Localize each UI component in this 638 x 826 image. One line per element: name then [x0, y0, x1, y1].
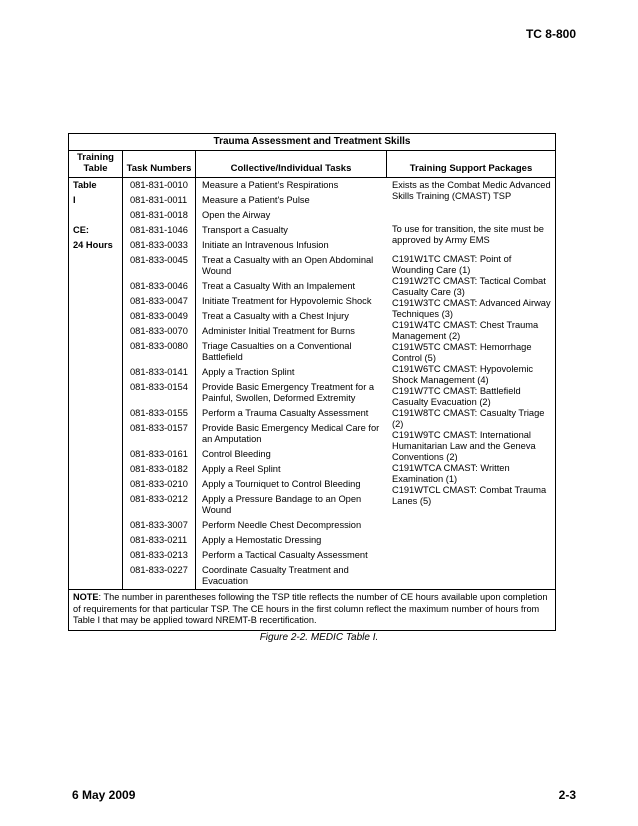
table-row: [123, 365, 387, 380]
table-row: [123, 294, 387, 309]
packages-list: [392, 254, 551, 507]
packages-intro: Exists as the Combat Medic Advanced Skills Training (CMAST) TSP: [392, 180, 551, 201]
task-title: Triage Casualties on a Conventional Battlefield: [202, 341, 352, 362]
task-number: 081-833-0155: [123, 406, 196, 421]
task-title: Initiate Treatment for Hypovolemic Shock: [202, 296, 372, 306]
header-task-numbers: Task Numbers: [123, 151, 196, 177]
task-number: 081-833-0212: [123, 492, 196, 518]
training-table-cell: [69, 208, 122, 223]
task-title: Provide Basic Emergency Treatment for a Painful, Swollen, Deformed Extremity: [202, 382, 375, 403]
task-title: Perform a Tactical Casualty Assessment: [202, 550, 368, 560]
note-label: NOTE: [73, 592, 99, 602]
training-table-cell: CE:: [73, 225, 90, 235]
task-title: Measure a Patient’s Respirations: [202, 180, 339, 190]
package-item: C191WTCL CMAST: Combat Trauma Lanes (5): [392, 485, 547, 506]
task-title: Provide Basic Emergency Medical Care for an Amputation: [202, 423, 380, 444]
task-number: 081-833-0046: [123, 279, 196, 294]
table-row: [123, 406, 387, 421]
table-row: [123, 178, 387, 193]
task-title: Coordinate Casualty Treatment and Evacuation: [202, 565, 349, 586]
task-title: Perform Needle Chest Decompression: [202, 520, 362, 530]
header-training-table: Training Table: [69, 151, 123, 177]
figure-caption: Figure 2-2. MEDIC Table I.: [259, 632, 379, 643]
task-number: 081-833-3007: [123, 518, 196, 533]
table-note: [69, 589, 555, 630]
package-item: C191W4TC CMAST: Chest Trauma Management (2): [392, 320, 539, 341]
task-title: Apply a Hemostatic Dressing: [202, 535, 322, 545]
package-item: C191W3TC CMAST: Advanced Airway Techniques (3): [392, 298, 551, 319]
task-number: 081-833-0157: [123, 421, 196, 447]
task-title: Control Bleeding: [202, 449, 271, 459]
task-title: Apply a Traction Splint: [202, 367, 295, 377]
table-row: [123, 447, 387, 462]
task-title: Treat a Casualty with a Chest Injury: [202, 311, 349, 321]
package-item: C191W9TC CMAST: International Humanitarian Law and the Geneva Conventions (2): [392, 430, 536, 462]
package-item: C191W8TC CMAST: Casualty Triage (2): [392, 408, 545, 429]
task-number: 081-833-0227: [123, 563, 196, 589]
note-text: : The number in parentheses following the TSP title reflects the number of CE hours available upon completion of requirements for that particular TSP. The CE hours in the first column reflect the maximum number of hours from Table I that may be applied toward NREMT-B recertification.: [73, 592, 548, 625]
skills-table: [68, 133, 556, 631]
task-title: Apply a Reel Splint: [202, 464, 281, 474]
package-item: C191WTCA CMAST: Written Examination (1): [392, 463, 510, 484]
task-number: 081-833-0182: [123, 462, 196, 477]
task-number: 081-831-0010: [123, 178, 196, 193]
task-title: Perform a Trauma Casualty Assessment: [202, 408, 369, 418]
task-number: 081-833-0047: [123, 294, 196, 309]
task-title: Initiate an Intravenous Infusion: [202, 240, 329, 250]
table-row: [123, 548, 387, 563]
table-body: [69, 178, 555, 589]
table-row: [123, 238, 387, 253]
table-header-row: [69, 151, 555, 178]
task-number: 081-833-0154: [123, 380, 196, 406]
package-item: C191W5TC CMAST: Hemorrhage Control (5): [392, 342, 532, 363]
table-row: [123, 208, 387, 223]
table-row: [123, 533, 387, 548]
task-number: 081-833-0070: [123, 324, 196, 339]
table-row: [123, 563, 387, 589]
task-number: 081-833-0049: [123, 309, 196, 324]
table-row: [123, 477, 387, 492]
table-row: [123, 309, 387, 324]
header-tasks: Collective/Individual Tasks: [196, 151, 387, 177]
task-rows: [123, 178, 387, 589]
task-number: 081-833-0045: [123, 253, 196, 279]
table-row: [123, 339, 387, 365]
task-number: 081-833-0161: [123, 447, 196, 462]
training-table-cell: 24 Hours: [73, 240, 113, 250]
task-title: Open the Airway: [202, 210, 271, 220]
task-number: 081-833-0210: [123, 477, 196, 492]
table-row: [123, 223, 387, 238]
task-number: 081-833-0033: [123, 238, 196, 253]
table-row: [123, 462, 387, 477]
footer-page-number: 2-3: [558, 788, 576, 802]
footer-date: 6 May 2009: [72, 788, 136, 802]
table-row: [123, 518, 387, 533]
table-row: [123, 279, 387, 294]
package-item: C191W6TC CMAST: Hypovolemic Shock Management (4): [392, 364, 534, 385]
table-row: [123, 324, 387, 339]
table-title: Trauma Assessment and Treatment Skills: [69, 134, 555, 151]
task-number: 081-833-0211: [123, 533, 196, 548]
task-title: Transport a Casualty: [202, 225, 288, 235]
task-title: Treat a Casualty With an Impalement: [202, 281, 356, 291]
task-number: 081-833-0141: [123, 365, 196, 380]
training-table-cell: Table: [73, 180, 97, 190]
package-item: C191W2TC CMAST: Tactical Combat Casualty Care (3): [392, 276, 546, 297]
table-row: [123, 380, 387, 406]
task-number: 081-831-0018: [123, 208, 196, 223]
table-row: [123, 253, 387, 279]
task-title: Treat a Casualty with an Open Abdominal Wound: [202, 255, 374, 276]
task-number: 081-831-0011: [123, 193, 196, 208]
document-id: TC 8-800: [525, 27, 576, 41]
header-packages: Training Support Packages: [409, 163, 533, 174]
packages-transition: To use for transition, the site must be approved by Army EMS: [392, 224, 544, 245]
task-number: 081-833-0213: [123, 548, 196, 563]
package-item: C191W1TC CMAST: Point of Wounding Care (1): [392, 254, 512, 275]
table-row: [123, 193, 387, 208]
task-title: Measure a Patient's Pulse: [202, 195, 310, 205]
training-table-cell: I: [73, 195, 76, 205]
package-item: C191W7TC CMAST: Battlefield Casualty Evacuation (2): [392, 386, 521, 407]
training-table-column: [69, 178, 123, 589]
task-title: Administer Initial Treatment for Burns: [202, 326, 355, 336]
task-number: 081-833-0080: [123, 339, 196, 365]
task-title: Apply a Pressure Bandage to an Open Wound: [202, 494, 362, 515]
table-row: [123, 421, 387, 447]
table-row: [123, 492, 387, 518]
task-title: Apply a Tourniquet to Control Bleeding: [202, 479, 361, 489]
packages-column: [387, 178, 555, 589]
task-number: 081-831-1046: [123, 223, 196, 238]
